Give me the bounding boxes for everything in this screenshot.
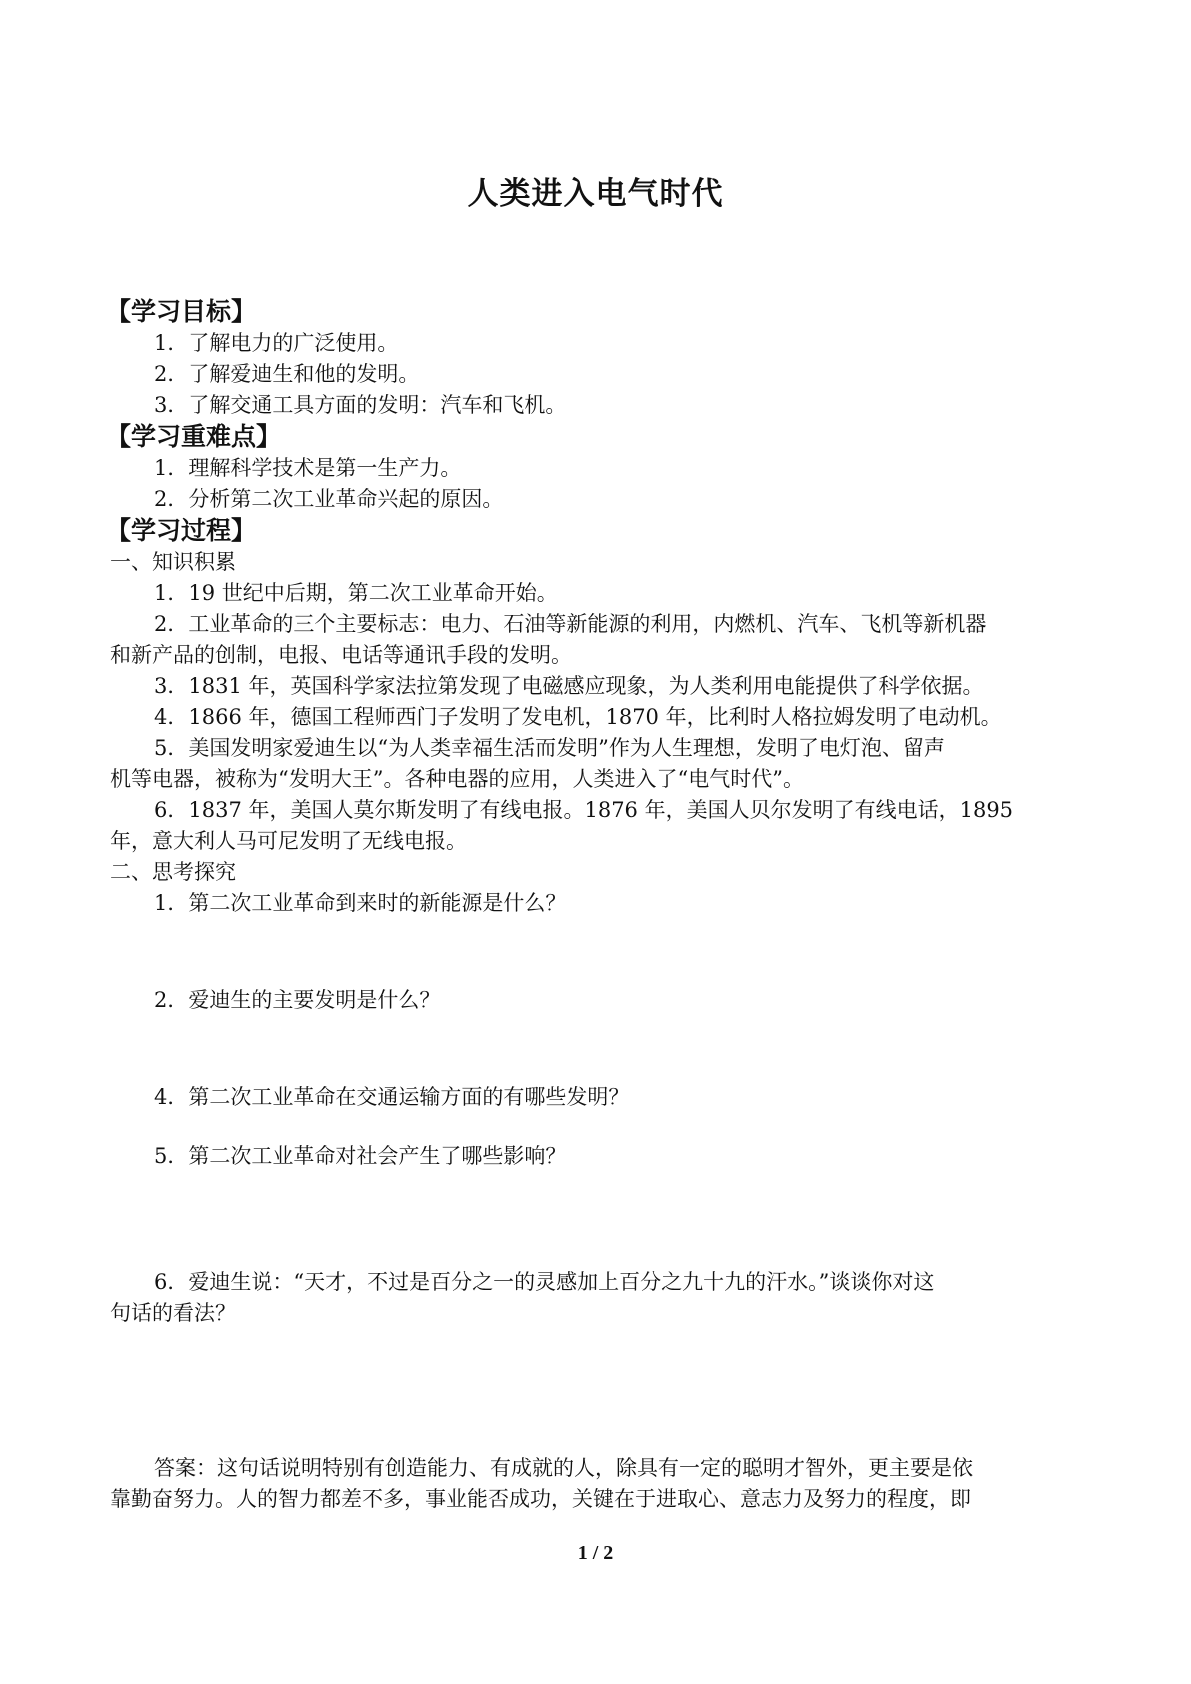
knowledge-line: 2．工业革命的三个主要标志：电力、石油等新能源的利用，内燃机、汽车、飞机等新机器	[154, 612, 987, 636]
answer-space	[110, 919, 1090, 985]
objectives-heading: 【学习目标】	[106, 297, 257, 326]
question-6-continued: 句话的看法？	[110, 1301, 236, 1325]
document-body	[106, 296, 1090, 1515]
key-point-item: 2．分析第二次工业革命兴起的原因。	[154, 487, 504, 511]
key-point-item: 1．理解科学技术是第一生产力。	[154, 456, 462, 480]
question-2: 2．爱迪生的主要发明是什么？	[154, 988, 441, 1012]
knowledge-line: 6．1837 年，美国人莫尔斯发明了有线电报。1876 年，美国人贝尔发明了有线电话，1895	[154, 798, 1014, 822]
answer-space	[110, 1016, 1090, 1082]
answer-space	[110, 1113, 1090, 1141]
answer-text-continued: 靠勤奋努力。人的智力都差不多，事业能否成功，关键在于进取心、意志力及努力的程度，即	[110, 1487, 971, 1511]
key-points-heading: 【学习重难点】	[106, 422, 282, 451]
document-title: 人类进入电气时代	[467, 176, 724, 212]
knowledge-line: 3．1831 年，英国科学家法拉第发现了电磁感应现象，为人类利用电能提供了科学依据。	[154, 674, 984, 698]
thinking-section-title: 二、思考探究	[110, 860, 236, 884]
question-6: 6．爱迪生说：“天才，不过是百分之一的灵感加上百分之九十九的汗水。”谈谈你对这	[154, 1270, 935, 1294]
knowledge-line: 1．19 世纪中后期，第二次工业革命开始。	[154, 581, 558, 605]
objective-item: 2．了解爱迪生和他的发明。	[154, 362, 420, 386]
objective-item: 1．了解电力的广泛使用。	[154, 331, 399, 355]
question-4: 4．第二次工业革命在交通运输方面的有哪些发明？	[154, 1085, 630, 1109]
answer-space	[110, 1329, 1090, 1453]
question-5: 5．第二次工业革命对社会产生了哪些影响？	[154, 1144, 567, 1168]
knowledge-line: 和新产品的创制，电报、电话等通讯手段的发明。	[110, 643, 572, 667]
knowledge-line: 5．美国发明家爱迪生以“为人类幸福生活而发明”作为人生理想，发明了电灯泡、留声	[154, 736, 945, 760]
answer-space	[110, 1172, 1090, 1267]
answer-text: 答案：这句话说明特别有创造能力、有成就的人，除具有一定的聪明才智外，更主要是依	[154, 1456, 973, 1480]
page-number: 1 / 2	[577, 1542, 614, 1564]
knowledge-line: 年，意大利人马可尼发明了无线电报。	[110, 829, 467, 853]
process-heading: 【学习过程】	[106, 516, 257, 545]
objective-item: 3．了解交通工具方面的发明：汽车和飞机。	[154, 393, 567, 417]
question-1: 1．第二次工业革命到来时的新能源是什么？	[154, 891, 567, 915]
knowledge-section-title: 一、知识积累	[110, 550, 236, 574]
knowledge-line: 机等电器，被称为“发明大王”。各种电器的应用，人类进入了“电气时代”。	[110, 767, 804, 791]
knowledge-line: 4．1866 年，德国工程师西门子发明了发电机，1870 年，比利时人格拉姆发明了电动机。	[154, 705, 1002, 729]
